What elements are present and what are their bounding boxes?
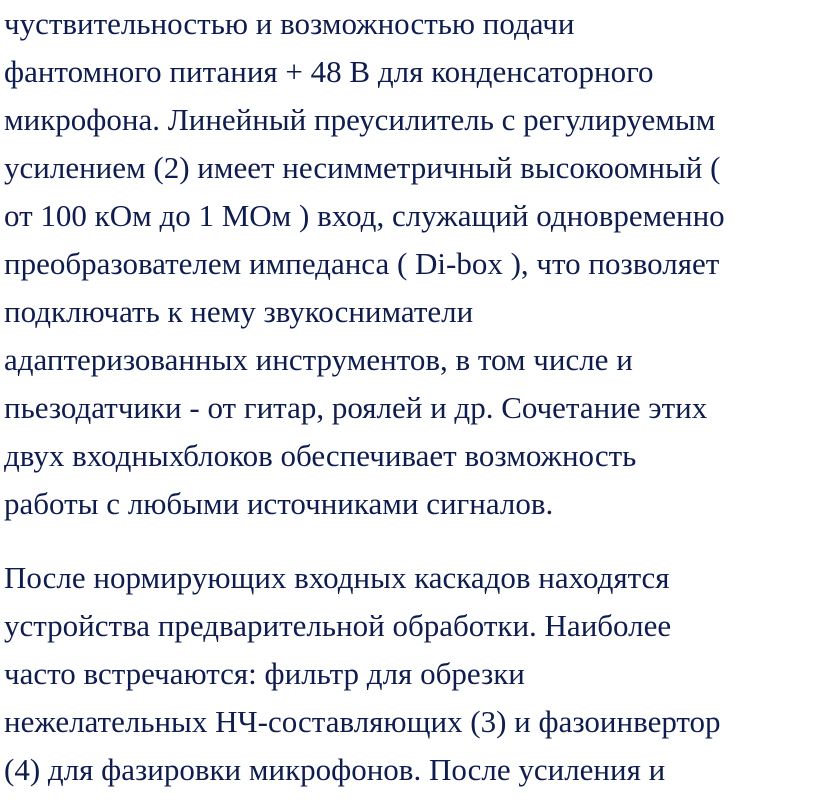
paragraph-line: преобразователем импеданса ( Di-box ), что позволяет <box>4 246 720 281</box>
paragraph-2 <box>4 554 816 794</box>
paragraph-line: от 100 кОм до 1 МОм ) вход, служащий одновременно <box>4 198 725 233</box>
paragraph-line: работы с любыми источниками сигналов. <box>4 486 554 521</box>
paragraph-line: (4) для фазировки микрофонов. После усиления и <box>4 752 666 787</box>
paragraph-line: После нормирующих входных каскадов находятся <box>4 560 670 595</box>
paragraph-line: микрофона. Линейный преусилитель с регулируемым <box>4 102 716 137</box>
paragraph-line: фантомного питания + 48 В для конденсаторного <box>4 54 654 89</box>
paragraph-line: двух входныхблоков обеспечивает возможность <box>4 438 637 473</box>
paragraph-line: устройства предварительной обработки. Наиболее <box>4 608 672 643</box>
paragraph-line: подключать к нему звукосниматели <box>4 294 474 329</box>
paragraph-1 <box>4 0 816 528</box>
paragraph-line: нежелательных НЧ-составляющих (3) и фазоинвертор <box>4 704 721 739</box>
paragraph-line: пьезодатчики - от гитар, роялей и др. Сочетание этих <box>4 390 708 425</box>
paragraph-line: усилением (2) имеет несимметричный высокоомный ( <box>4 150 721 185</box>
paragraph-line: чуствительностью и возможностью подачи <box>4 6 575 41</box>
paragraph-line: адаптеризованных инструментов, в том числе и <box>4 342 633 377</box>
paragraph-line: часто встречаются: фильтр для обрезки <box>4 656 525 691</box>
